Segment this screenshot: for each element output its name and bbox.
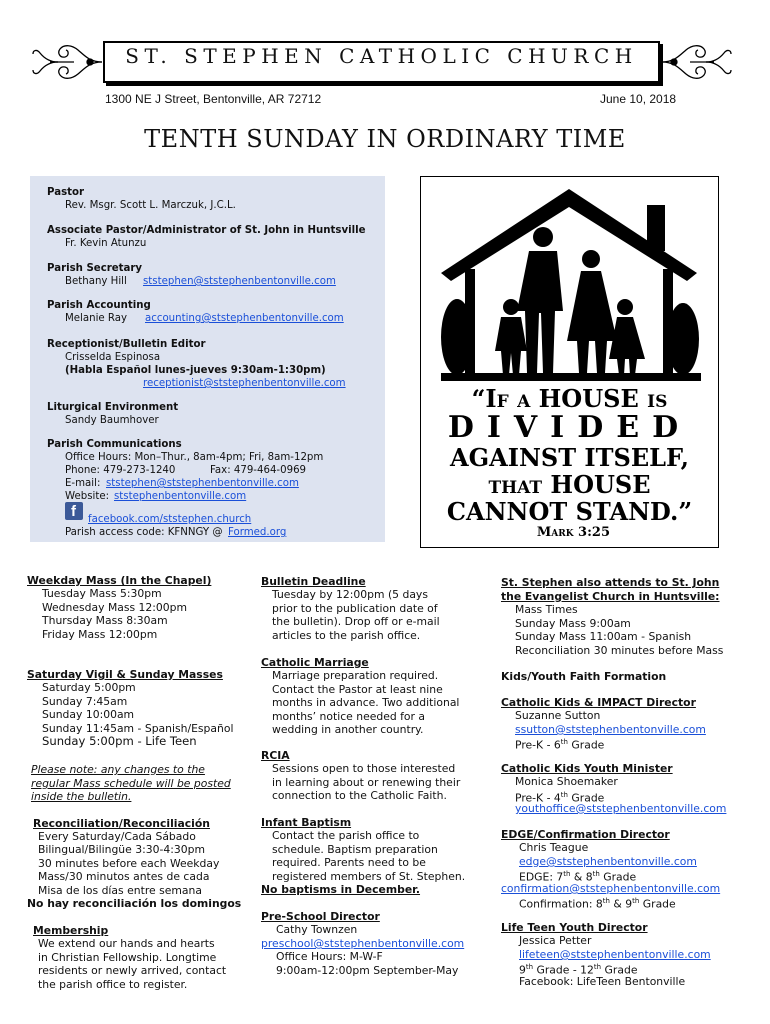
page-title: TENTH SUNDAY IN ORDINARY TIME [144,125,626,153]
receptionist-hours: (Habla Español lunes-jueves 9:30am-1:30pm) [65,365,326,376]
pastor-name: Rev. Msgr. Scott L. Marczuk, J.C.L. [65,200,236,211]
preschool-heading: Pre-School Director [261,910,380,923]
lifeteen-grades: 9th Grade - 12th Grade [519,963,638,977]
left-flourish-ornament [30,36,104,88]
impact-grades: Pre-K - 6th Grade [515,738,605,752]
rcia-text: Sessions open to those interested [272,762,456,775]
bulletin-deadline-text: articles to the parish office. [272,629,421,642]
marriage-text: wedding in another country. [272,723,424,736]
bulletin-date: June 10, 2018 [600,92,677,106]
divided-house-graphic [420,176,719,548]
preschool-email-link[interactable]: preschool@ststephenbentonville.com [261,937,465,950]
receptionist-name: Crisselda Espinosa [65,352,161,363]
impact-director-name: Suzanne Sutton [515,709,601,722]
facebook-icon[interactable]: f [65,502,83,520]
phone-number: Phone: 479-273-1240 [65,465,176,476]
marriage-text: months’ notice needed for a [272,710,426,723]
bulletin-deadline-text: the bulletin). Drop off or e-mail [272,615,440,628]
st-john-item: Sunday Mass 11:00am - Spanish [515,630,692,643]
st-john-item: Sunday Mass 9:00am [515,617,631,630]
baptism-text: registered members of St. Stephen. [272,870,466,883]
st-john-heading-2: the Evangelist Church in Huntsville: [501,590,720,603]
membership-text: We extend our hands and hearts [38,937,215,950]
weekend-mass-item: Sunday 10:00am [42,708,135,721]
pastor-label: Pastor [47,187,85,198]
faith-formation-heading: Kids/Youth Faith Formation [501,670,667,683]
no-reconciliation-sundays: No hay reconciliación los domingos [27,897,242,910]
right-flourish-ornament [660,36,734,88]
marriage-text: Contact the Pastor at least nine [272,683,443,696]
reconciliation-item: Misa de los días entre semana [38,884,202,897]
impact-director-heading: Catholic Kids & IMPACT Director [501,696,696,709]
communications-label: Parish Communications [47,439,182,450]
youth-grades: Pre-K - 4th Grade [515,791,605,805]
assoc-pastor-label: Associate Pastor/Administrator of St. John in Huntsville [47,225,366,236]
marriage-heading: Catholic Marriage [261,656,369,669]
weekend-mass-heading: Saturday Vigil & Sunday Masses [27,668,223,681]
edge-director-heading: EDGE/Confirmation Director [501,828,670,841]
youth-email-link[interactable]: youthoffice@ststephenbentonville.com [515,802,727,815]
reconciliation-item: 30 minutes before each Weekday [38,857,220,870]
baptism-text: required. Parents need to be [272,856,426,869]
quote-citation: Mark 3:25 [536,525,610,540]
secretary-label: Parish Secretary [47,263,143,274]
weekday-mass-item: Friday Mass 12:00pm [42,628,158,641]
weekend-mass-item: Sunday 11:45am - Spanish/Español [42,722,234,735]
schedule-note: inside the bulletin. [31,790,132,803]
youth-minister-name: Monica Shoemaker [515,775,618,788]
preschool-schedule: 9:00am-12:00pm September-May [276,964,459,977]
accounting-label: Parish Accounting [47,300,151,311]
office-hours: Office Hours: Mon–Thur., 8am-4pm; Fri, 8am-12pm [65,452,324,463]
confirmation-email-link[interactable]: confirmation@ststephenbentonville.com [501,882,721,895]
confirmation-grades: Confirmation: 8th & 9th Grade [519,897,676,911]
bulletin-deadline-text: Tuesday by 12:00pm (5 days [272,588,428,601]
weekday-mass-item: Thursday Mass 8:30am [42,614,168,627]
st-john-item: Reconciliation 30 minutes before Mass [515,644,724,657]
st-john-item: Mass Times [515,603,578,616]
rcia-text: in learning about or renewing their [272,776,461,789]
impact-email-link[interactable]: ssutton@ststephenbentonville.com [515,723,706,736]
schedule-note: regular Mass schedule will be posted [31,777,231,790]
receptionist-label: Receptionist/Bulletin Editor [47,339,206,350]
liturgical-label: Liturgical Environment [47,402,179,413]
schedule-note: Please note: any changes to the [31,763,205,776]
baptism-text: Contact the parish office to [272,829,420,842]
parish-email-link[interactable]: ststephen@ststephenbentonville.com [106,478,299,489]
staff-directory-panel [30,176,385,542]
assoc-pastor-name: Fr. Kevin Atunzu [65,238,147,249]
marriage-text: months in advance. Two additional [272,696,460,709]
reconciliation-item: Every Saturday/Cada Sábado [38,830,196,843]
receptionist-email-link[interactable]: receptionist@ststephenbentonville.com [143,378,346,389]
baptism-heading: Infant Baptism [261,816,352,829]
weekday-mass-heading: Weekday Mass (In the Chapel) [27,574,212,587]
preschool-office-hours: Office Hours: M-W-F [276,950,383,963]
lifeteen-facebook: Facebook: LifeTeen Bentonville [519,975,686,988]
quote-line-3: AGAINST ITSELF, [449,443,689,472]
edge-director-name: Chris Teague [519,841,589,854]
email-label: E-mail: [65,478,101,489]
lifeteen-director-name: Jessica Petter [519,934,592,947]
reconciliation-item: Bilingual/Bilingüe 3:30-4:30pm [38,843,205,856]
access-code: Parish access code: KFNNGY @ [65,527,223,538]
website-label: Website: [65,491,110,502]
quote-line-1: “If a HOUSE is [471,384,668,413]
weekend-mass-item: Saturday 5:00pm [42,681,136,694]
membership-heading: Membership [33,924,109,937]
marriage-text: Marriage preparation required. [272,669,439,682]
youth-minister-heading: Catholic Kids Youth Minister [501,762,673,775]
formed-link[interactable]: Formed.org [228,527,287,538]
facebook-link[interactable]: facebook.com/ststephen.church [88,514,252,525]
weekday-mass-item: Wednesday Mass 12:00pm [42,601,188,614]
accounting-name: Melanie Ray [65,313,128,324]
preschool-director-name: Cathy Townzen [276,923,358,936]
bulletin-deadline-text: prior to the publication date of [272,602,438,615]
baptism-text: schedule. Baptism preparation [272,843,438,856]
lifeteen-heading: Life Teen Youth Director [501,921,648,934]
membership-text: residents or newly arrived, contact [38,964,227,977]
weekend-mass-item: Sunday 5:00pm - Life Teen [42,734,197,748]
website-link[interactable]: ststephenbentonville.com [114,491,247,502]
liturgical-name: Sandy Baumhover [65,415,159,426]
st-john-heading: St. Stephen also attends to St. John [501,576,720,589]
membership-text: the parish office to register. [38,978,188,991]
lifeteen-email-link[interactable]: lifeteen@ststephenbentonville.com [519,948,711,961]
quote-line-2: DIVIDED [447,410,692,445]
quote-line-4: that HOUSE [488,470,651,499]
rcia-text: connection to the Catholic Faith. [272,789,447,802]
church-address: 1300 NE J Street, Bentonville, AR 72712 [105,92,322,106]
no-baptisms-december: No baptisms in December. [261,883,421,896]
weekend-mass-item: Sunday 7:45am [42,695,128,708]
family-house-icon [421,177,718,387]
church-name: ST. STEPHEN CATHOLIC CHURCH [125,44,638,68]
membership-text: in Christian Fellowship. Longtime [38,951,217,964]
weekday-mass-item: Tuesday Mass 5:30pm [42,587,162,600]
accounting-email-link[interactable]: accounting@ststephenbentonville.com [145,313,344,324]
rcia-heading: RCIA [261,749,290,762]
reconciliation-heading: Reconciliation/Reconciliación [33,817,210,830]
reconciliation-item: Mass/30 minutos antes de cada [38,870,210,883]
fax-number: Fax: 479-464-0969 [210,465,307,476]
bulletin-deadline-heading: Bulletin Deadline [261,575,366,588]
edge-grades: EDGE: 7th & 8th Grade [519,870,637,884]
edge-email-link[interactable]: edge@ststephenbentonville.com [519,855,697,868]
secretary-name: Bethany Hill [65,276,127,287]
quote-line-5: CANNOT STAND.” [446,497,693,526]
secretary-email-link[interactable]: ststephen@ststephenbentonville.com [143,276,336,287]
